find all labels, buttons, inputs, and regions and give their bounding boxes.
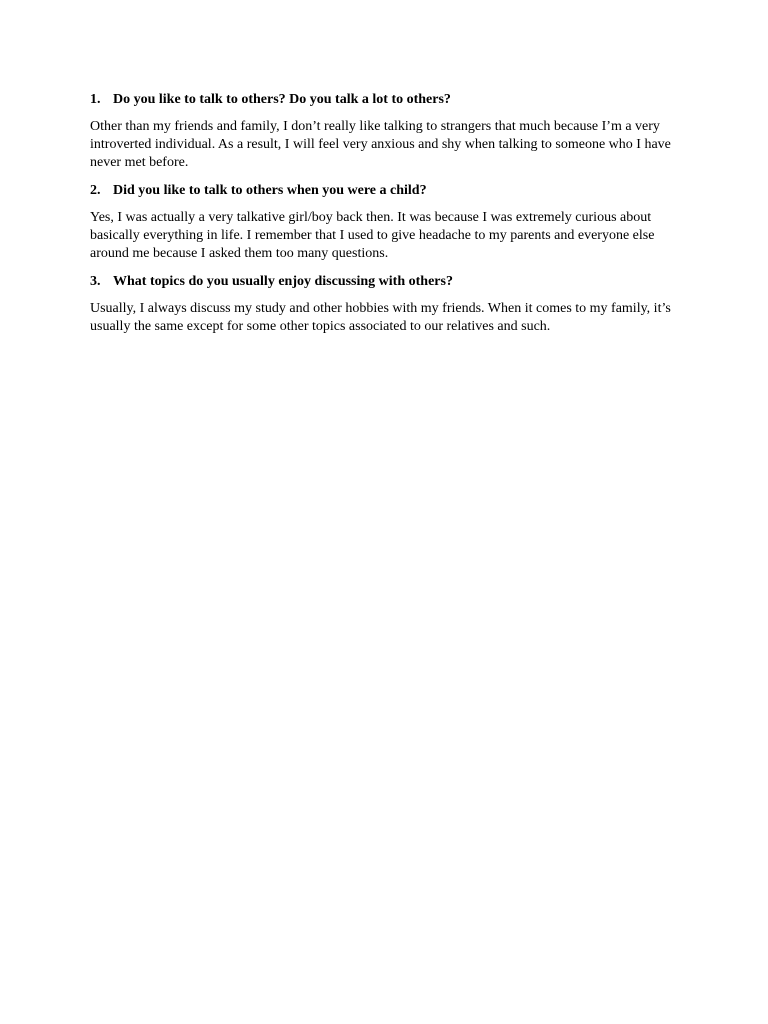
question-heading <box>90 273 678 291</box>
question-text: Did you like to talk to others when you were a child? <box>113 183 427 198</box>
document-body <box>90 91 678 346</box>
question-heading <box>90 91 678 109</box>
question-number: 1. <box>90 92 101 107</box>
qa-item-1 <box>90 91 678 172</box>
qa-item-2 <box>90 182 678 263</box>
question-number: 2. <box>90 183 101 198</box>
answer-paragraph: Usually, I always discuss my study and other hobbies with my friends. When it comes to my family, it’s usually the same except for some other topics associated to our relatives and such. <box>90 301 671 334</box>
answer-paragraph: Other than my friends and family, I don’t really like talking to strangers that much because I’m a very introverted individual. As a result, I will feel very anxious and shy when talking to someone who I have never met before. <box>90 119 671 170</box>
question-number: 3. <box>90 274 101 289</box>
question-text: What topics do you usually enjoy discussing with others? <box>113 274 453 289</box>
answer-paragraph: Yes, I was actually a very talkative girl/boy back then. It was because I was extremely curious about basically everything in life. I remember that I used to give headache to my parents and everyone else around me because I asked them too many questions. <box>90 210 655 261</box>
question-text: Do you like to talk to others? Do you talk a lot to others? <box>113 92 451 107</box>
question-heading <box>90 182 678 200</box>
qa-item-3 <box>90 273 678 336</box>
